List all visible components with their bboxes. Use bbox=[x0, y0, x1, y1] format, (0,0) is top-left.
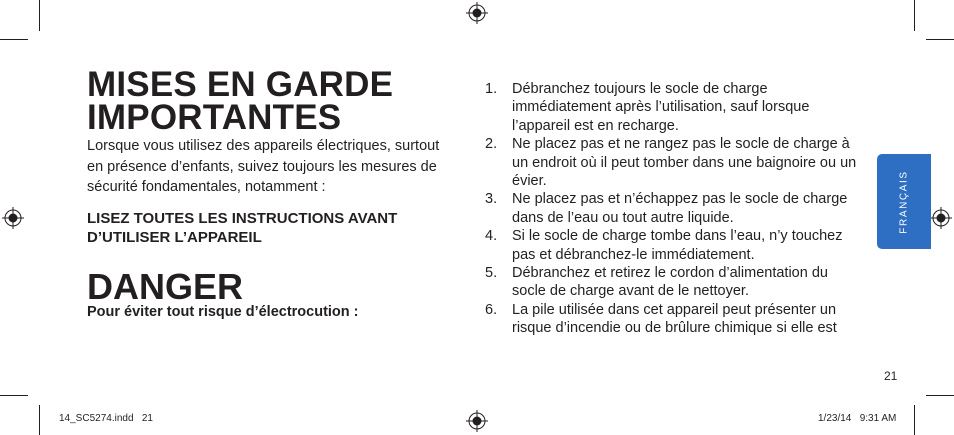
slug-timestamp: 1/23/14 9:31 AM bbox=[818, 413, 897, 424]
slug-file-name: 14_SC5274.indd 21 bbox=[59, 413, 153, 424]
list-item bbox=[485, 227, 860, 264]
item-text: Débranchez et retirez le cordon d’alimentation du socle de charge avant de le nettoyer. bbox=[512, 265, 828, 300]
item-text: Ne placez pas et ne rangez pas le socle de charge à un endroit où il peut tomber dans une baignoire ou un évier. bbox=[512, 136, 857, 190]
item-text: Débranchez toujours le socle de charge immédiatement après l’utilisation, sauf lorsque l’appareil est en recharge. bbox=[512, 81, 810, 134]
item-number: 4. bbox=[485, 228, 498, 245]
item-text: Si le socle de charge tombe dans l’eau, n’y touchez pas et débranchez-le immédiatement. bbox=[512, 228, 843, 263]
crop-mark-bottom-right bbox=[914, 405, 915, 435]
item-number: 6. bbox=[485, 301, 498, 318]
crop-mark-bottom-left bbox=[0, 395, 28, 396]
item-number: 5. bbox=[485, 265, 498, 282]
registration-mark-icon bbox=[930, 207, 952, 229]
language-label: FRANÇAIS bbox=[898, 169, 910, 234]
crop-mark-top-right bbox=[926, 39, 954, 40]
list-item bbox=[485, 264, 860, 301]
item-number: 3. bbox=[485, 191, 498, 208]
list-item bbox=[485, 301, 860, 338]
crop-mark-top-left bbox=[0, 39, 28, 40]
read-instructions-warning bbox=[87, 209, 462, 247]
title-line: MISES EN GARDE bbox=[87, 65, 394, 104]
item-number: 1. bbox=[485, 81, 498, 97]
item-text: Ne placez pas et n’échappez pas le socle de charge dans de l’eau ou tout autre liquide. bbox=[512, 191, 848, 226]
item-text: La pile utilisée dans cet appareil peut présenter un risque d’incendie ou de brûlure chimique si elle est bbox=[512, 301, 837, 337]
crop-mark-bottom-right bbox=[926, 395, 954, 396]
crop-mark-bottom-left bbox=[39, 405, 40, 435]
crop-mark-top-left bbox=[39, 0, 40, 31]
list-item bbox=[485, 190, 860, 227]
item-number: 2. bbox=[485, 136, 498, 153]
danger-subtitle: Pour éviter tout risque d’électrocution : bbox=[87, 304, 359, 320]
warning-line: LISEZ TOUTES LES INSTRUCTIONS AVANT bbox=[87, 210, 398, 227]
page-number: 21 bbox=[884, 369, 898, 383]
registration-mark-icon bbox=[466, 2, 488, 24]
registration-mark-icon bbox=[2, 207, 24, 229]
intro-paragraph: Lorsque vous utilisez des appareils électriques, surtout en présence d’enfants, suivez toujours les mesures de sécurité fondamentales, notamment : bbox=[87, 138, 440, 195]
page-title bbox=[87, 65, 394, 137]
danger-heading: DANGER bbox=[87, 266, 244, 307]
language-tab bbox=[877, 154, 931, 249]
warning-line: D’UTILISER L’APPAREIL bbox=[87, 229, 262, 246]
crop-mark-top-right bbox=[914, 0, 915, 31]
title-line: IMPORTANTES bbox=[87, 98, 342, 137]
list-item bbox=[485, 135, 860, 190]
registration-mark-icon bbox=[466, 410, 488, 432]
instruction-list bbox=[485, 80, 860, 338]
list-item bbox=[485, 80, 860, 135]
